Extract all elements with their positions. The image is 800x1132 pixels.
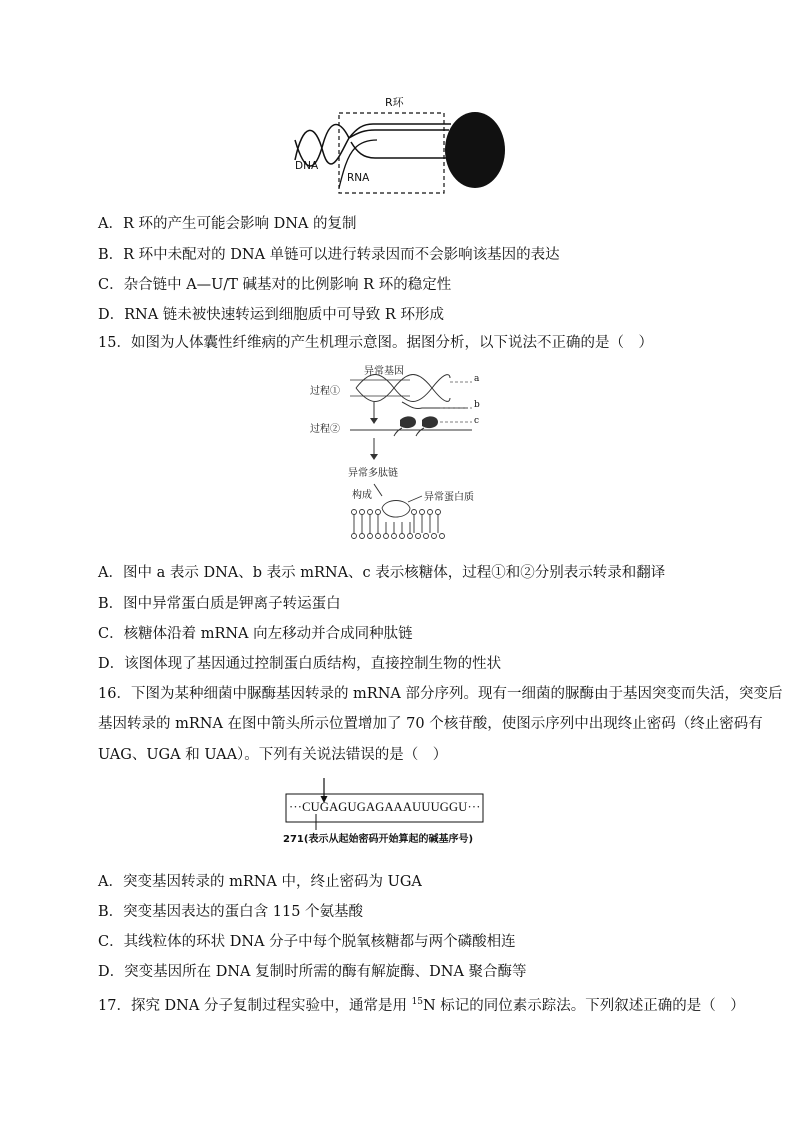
q17-stem bbox=[98, 992, 745, 1016]
mrna-sequence: ···CUGAGUGAGAAAUUUGGU··· bbox=[289, 800, 481, 814]
mrna-sequence-figure bbox=[283, 776, 508, 846]
q16-stem-line-3: UAG、UGA 和 UAA）。下列有关说法错误的是（ ） bbox=[98, 747, 448, 763]
process-2-label: 过程② bbox=[310, 424, 340, 435]
abnormal-gene-label: 异常基因 bbox=[364, 366, 404, 377]
q14-option-d: D．RNA 链未被快速转运到细胞质中可导致 R 环形成 bbox=[98, 307, 444, 323]
cystic-fibrosis-figure bbox=[310, 362, 490, 542]
abnormal-polypeptide-label: 异常多肽链 bbox=[348, 468, 398, 479]
q17-stem-before: 17．探究 DNA 分子复制过程实验中，通常是用 bbox=[98, 997, 412, 1014]
label-c: c bbox=[474, 416, 480, 426]
label-b: b bbox=[474, 400, 480, 410]
q16-option-d: D．突变基因所在 DNA 复制时所需的酶有解旋酶、DNA 聚合酶等 bbox=[98, 964, 527, 980]
q14-option-b: B．R 环中未配对的 DNA 单链可以进行转录因而不会影响该基因的表达 bbox=[98, 247, 560, 263]
process-1-label: 过程① bbox=[310, 386, 340, 397]
q16-option-b: B．突变基因表达的蛋白含 115 个氨基酸 bbox=[98, 904, 364, 920]
r-loop-figure bbox=[293, 92, 513, 194]
r-loop-label: R环 bbox=[385, 96, 404, 109]
q15-option-a: A．图中 a 表示 DNA、b 表示 mRNA、c 表示核糖体，过程①和②分别表示转录和翻译 bbox=[98, 565, 666, 581]
rna-label: RNA bbox=[347, 172, 370, 184]
q14-option-c: C．杂合链中 A—U/T 碱基对的比例影响 R 环的稳定性 bbox=[98, 277, 452, 293]
isotope-mass: 15 bbox=[411, 997, 424, 1007]
constitute-label: 构成 bbox=[352, 490, 372, 501]
abnormal-protein-label: 异常蛋白质 bbox=[424, 492, 474, 503]
label-a: a bbox=[474, 374, 480, 384]
q15-stem: 15．如图为人体囊性纤维病的产生机理示意图。据图分析，以下说法不正确的是（ ） bbox=[98, 335, 653, 351]
q15-option-d: D．该图体现了基因通过控制蛋白质结构，直接控制生物的性状 bbox=[98, 656, 502, 672]
isotope-symbol: N bbox=[423, 997, 436, 1014]
q15-option-b: B．图中异常蛋白质是钾离子转运蛋白 bbox=[98, 596, 341, 612]
q16-option-c: C．其线粒体的环状 DNA 分子中每个脱氧核糖都与两个磷酸相连 bbox=[98, 934, 516, 950]
q16-option-a: A．突变基因转录的 mRNA 中，终止密码为 UGA bbox=[98, 874, 422, 890]
q17-stem-after: 标记的同位素示踪法。下列叙述正确的是（ ） bbox=[435, 997, 745, 1014]
q15-option-c: C．核糖体沿着 mRNA 向左移动并合成同种肽链 bbox=[98, 626, 413, 642]
q14-option-a: A．R 环的产生可能会影响 DNA 的复制 bbox=[98, 216, 357, 232]
q16-stem-line-1: 16．下图为某种细菌中脲酶基因转录的 mRNA 部分序列。现有一细菌的脲酶由于基因突变而失活，突变后 bbox=[98, 686, 783, 702]
q16-stem-line-2: 基因转录的 mRNA 在图中箭头所示位置增加了 70 个核苷酸，使图示序列中出现终止密码（终止密码有 bbox=[98, 716, 763, 732]
position-note: 271(表示从起始密码开始算起的碱基序号) bbox=[283, 834, 474, 845]
dna-label: DNA bbox=[295, 160, 319, 172]
